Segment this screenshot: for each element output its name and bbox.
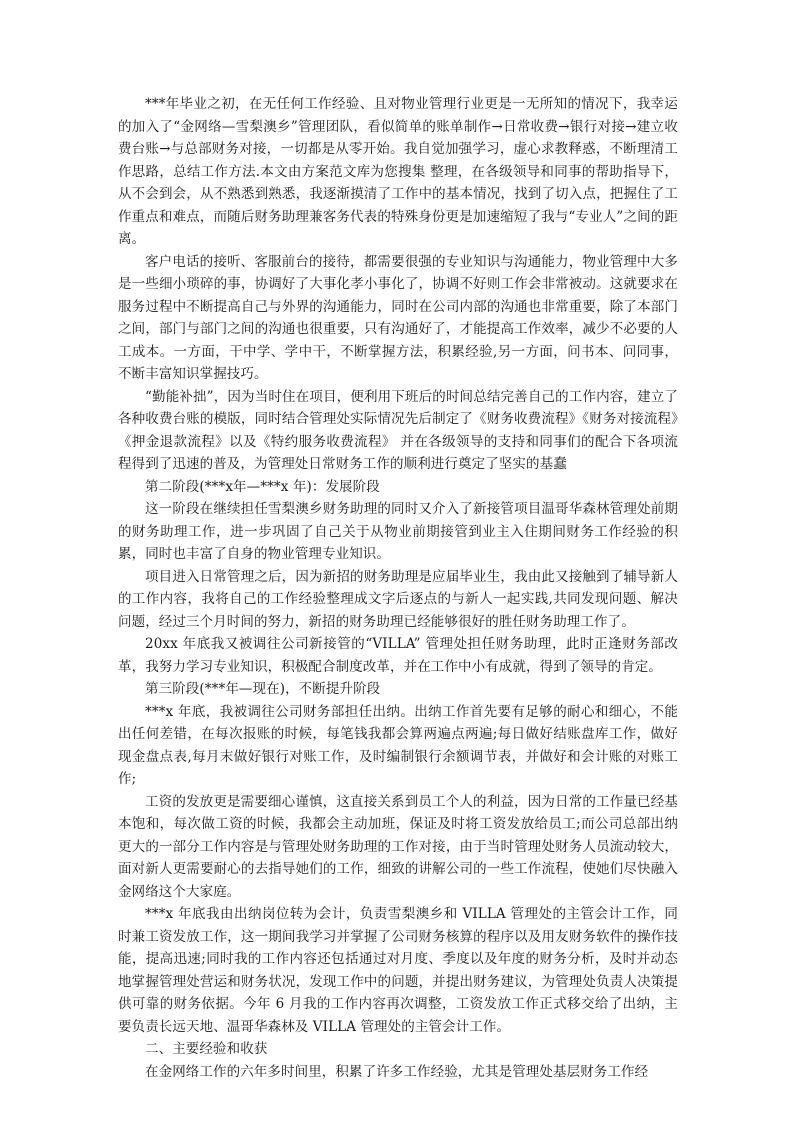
paragraph-cashier: ***x 年底，我被调往公司财务部担任出纳。出纳工作首先要有足够的耐心和细心，不能出任何差错，在每次报账的时候，每笔钱我都会算两遍点两遍;每日做好结账盘库工作，做好现金盘点表,每月末做好银行对账工作，及时编制银行余额调节表，并做好和会计账的对账工作; [118, 703, 678, 787]
paragraph-intro: ***年毕业之初，在无任何工作经验、且对物业管理行业更是一无所知的情况下，我幸运的加入了“金网络—雪梨澳乡”管理团队，看似简单的账单制作→日常收费→银行对接→建立收费台账→与总部财务对接，一切都是从零开始。我自觉加强学习，虚心求教释惑，不断理清工作思路，总结工作方法.本文由方案范文库为您搜集 整理，在各级领导和同事的帮助指导下，从不会到会，从不熟悉到熟悉，我逐渐摸清了工作中的基本情况，找到了切入点，把握住了工作重点和难点，而随后财务助理兼客务代表的特殊身份更是加速缩短了我与“专业人”之间的距离。 [118, 96, 678, 247]
heading-experience: 二、主要经验和收获 [145, 1041, 268, 1057]
paragraph-stage-two-intro: 这一阶段在继续担任雪梨澳乡财务助理的同时又介入了新接管项目温哥华森林管理处前期的财务助理工作，进一步巩固了自己关于从物业前期接管到业主入住期间财务工作经验的积累，同时也丰富了自身的物业管理专业知识。 [118, 501, 678, 562]
paragraph-communication: 客户电话的接听、客服前台的接待，都需要很强的专业知识与沟通能力，物业管理中大多是一些细小琐碎的事，协调好了大事化孝小事化了，协调不好则工作会非常被动。这就要求在服务过程中不断提高自己与外界的沟通能力，同时在公司内部的沟通也非常重要，除了本部门之间，部门与部门之间的沟通也很重要，只有沟通好了，才能提高工作效率，减少不必要的人工成本。一方面，干中学、学中干，不断掌握方法，积累经验,另一方面，问书本、问同事，不断丰富知识掌握技巧。 [118, 253, 678, 382]
paragraph-diligence: “勤能补拙”，因为当时住在项目，便利用下班后的时间总结完善自己的工作内容，建立了各种收费台账的模版，同时结合管理处实际情况先后制定了《财务收费流程》《财务对接流程》《押金退款流程》以及《特约服务收费流程》 并在各级领导的支持和同事们的配合下各项流程得到了迅速的普及，为管理处日常财务工作的顺利进行奠定了坚实的基蠢 [118, 388, 678, 472]
heading-stage-two: 第二阶段(***x年—***x 年)：发展阶段 [145, 478, 380, 495]
paragraph-experience: 在金网络工作的六年多时间里，积累了许多工作经验，尤其是管理处基层财务工作经 [145, 1063, 649, 1080]
paragraph-payroll: 工资的发放更是需要细心谨慎，这直接关系到员工个人的利益，因为日常的工作量已经基本饱和，每次做工资的时候，我都会主动加班，保证及时将工资发放给员工;而公司总部出纳更大的一部分工作内容是与管理处财务助理的工作对接，由于当时管理处财务人员流动较大，面对新人更需要耐心的去指导她们的工作，细致的讲解公司的一些工作流程，使她们尽快融入金网络这个大家庭。 [118, 793, 678, 900]
paragraph-villa: 20xx 年底我又被调往公司新接管的“VILLA” 管理处担任财务助理，此时正逢财务部改革，我努力学习专业知识，积极配合制度改革，并在工作中小有成就，得到了领导的肯定。 [118, 636, 678, 675]
heading-stage-three: 第三阶段(***年—现在)，不断提升阶段 [145, 681, 381, 697]
paragraph-accountant: ***x 年底我由出纳岗位转为会计，负责雪梨澳乡和 VILLA 管理处的主管会计工作，同时兼工资发放工作，这一期间我学习并掌握了公司财务核算的程序以及用友财务软件的操作技能，提高迅速;同时我的工作内容还包括通过对月度、季度以及年度的财务分析，及时并动态地掌握管理处营运和财务状况，发现工作中的问题，并提出财务建议，为管理处负责人决策提供可靠的财务依据。今年 6 月我的工作内容再次调整，工资发放工作正式移交给了出纳，主要负责长远天地、温哥华森林及 VILLA 管理处的主管会计工作。 [118, 906, 678, 1035]
document-page [118, 93, 678, 1083]
paragraph-mentoring: 项目进入日常管理之后，因为新招的财务助理是应届毕业生，我由此又接触到了辅导新人的工作内容，我将自己的工作经验整理成文字后逐点的与新人一起实践,共同发现问题、解决问题，经过三个月时间的努力，新招的财务助理已经能够很好的胜任财务助理工作了。 [118, 568, 678, 630]
